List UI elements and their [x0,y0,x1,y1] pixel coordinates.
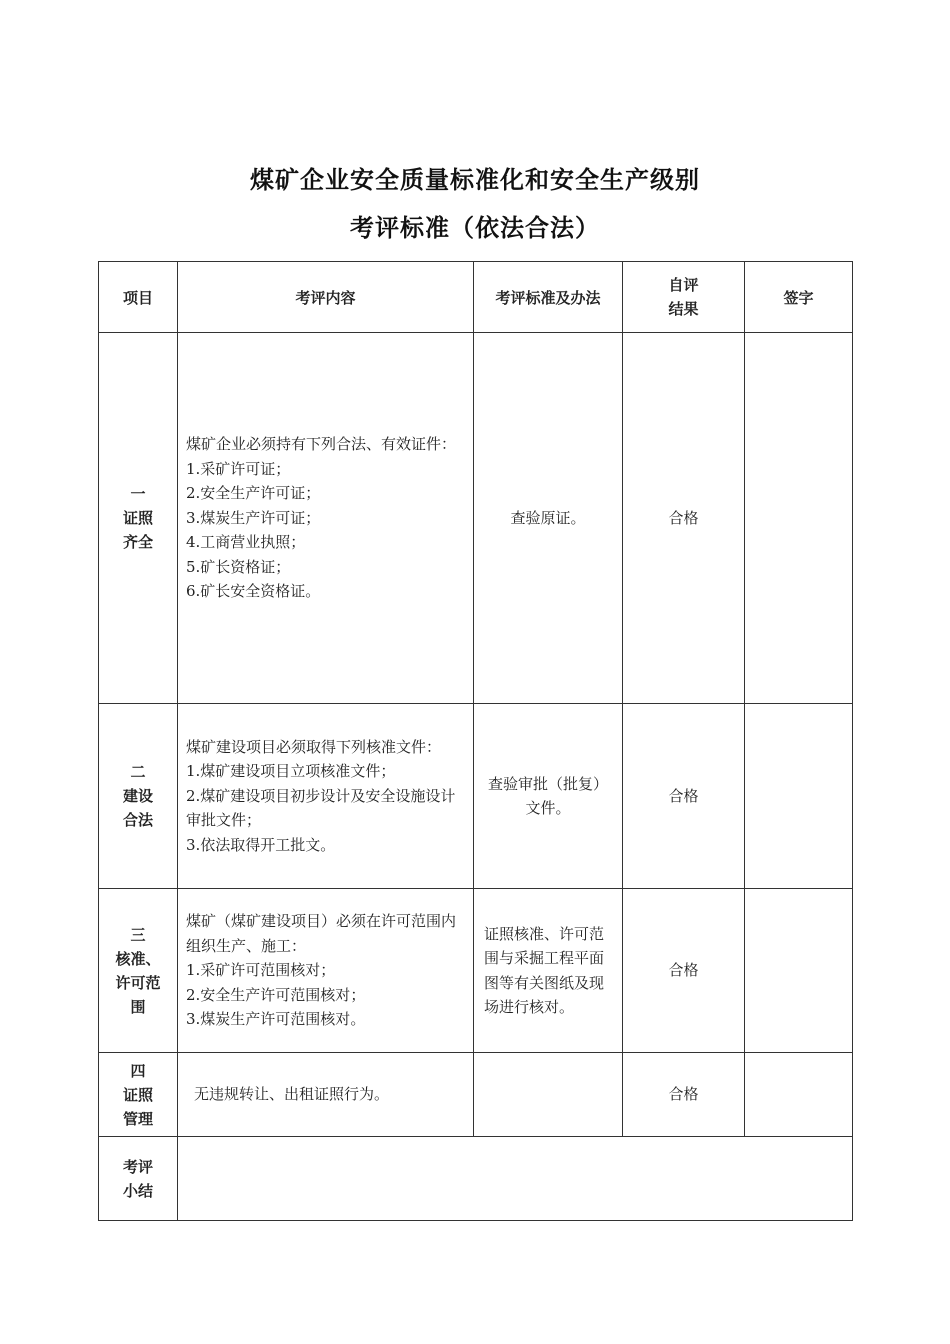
content-line: 2.安全生产许可证； [186,484,321,503]
row-result: 合格 [623,889,745,1053]
summary-label-line: 考评 [122,1157,153,1176]
header-standard: 考评标准及办法 [474,262,623,333]
row-item-line: 三 [130,925,146,944]
row-signature [745,1053,853,1137]
row-item-line: 许可范 [115,973,161,992]
row-signature [745,889,853,1053]
row-item-line: 合法 [122,811,153,829]
summary-row [99,1137,853,1221]
row-item-line: 四 [130,1061,146,1080]
row-content [178,704,474,889]
row-item-line: 建设 [122,787,153,805]
row-standard [474,1053,623,1137]
content-line: 煤矿企业必须持有下列合法、有效证件： [186,435,457,454]
header-self-eval-line2: 结果 [668,300,699,318]
content-line: 1.煤矿建设项目立项核准文件； [186,762,396,781]
row-content [178,1053,474,1137]
table-row [99,704,853,889]
summary-label-line: 小结 [122,1181,153,1200]
header-content: 考评内容 [178,262,474,333]
row-standard: 证照核准、许可范围与采掘工程平面图等有关图纸及现场进行核对。 [474,889,623,1053]
content-line: 煤矿（煤矿建设项目）必须在许可范围内组织生产、施工： [186,912,457,955]
table-header-row [99,262,853,333]
header-self-eval [623,262,745,333]
row-item-line: 一 [130,485,146,503]
row-item-line: 齐全 [122,533,153,551]
row-standard: 查验原证。 [474,333,623,704]
content-line: 4.工商营业执照； [186,533,306,552]
content-line: 3.煤炭生产许可证； [186,508,321,527]
document-subtitle: 考评标准（依法合法） [350,214,600,242]
table-row [99,889,853,1053]
row-result: 合格 [623,333,745,704]
row-content [178,333,474,704]
summary-label [99,1137,178,1221]
row-item [99,704,178,889]
row-item-line: 围 [130,997,146,1016]
content-line: 1.采矿许可范围核对； [186,961,336,980]
row-item-line: 证照 [122,1085,153,1104]
content-line: 3.煤炭生产许可范围核对。 [186,1010,366,1029]
row-result: 合格 [623,1053,745,1137]
row-item [99,333,178,704]
summary-content [178,1137,853,1221]
header-item: 项目 [99,262,178,333]
content-line: 2.煤矿建设项目初步设计及安全设施设计审批文件； [186,786,456,830]
row-item-line: 核准、 [115,949,161,968]
row-item [99,889,178,1053]
row-result: 合格 [623,704,745,889]
row-standard: 查验审批（批复）文件。 [474,704,623,889]
content-line: 1.采矿许可证； [186,459,291,478]
row-signature [745,704,853,889]
content-line: 2.安全生产许可范围核对； [186,985,366,1004]
content-line: 5.矿长资格证； [186,557,291,576]
table-row [99,333,853,704]
content-line: 3.依法取得开工批文。 [186,835,336,854]
table-row [99,1053,853,1137]
document-title: 煤矿企业安全质量标准化和安全生产级别 [250,166,700,194]
row-item-line: 管理 [122,1109,153,1128]
content-line: 无违规转让、出租证照行为。 [194,1085,390,1104]
evaluation-table [98,261,853,1221]
row-content [178,889,474,1053]
row-signature [745,333,853,704]
row-item [99,1053,178,1137]
content-line: 煤矿建设项目必须取得下列核准文件： [186,737,442,756]
header-signature: 签字 [745,262,853,333]
row-item-line: 二 [130,763,146,781]
row-item-line: 证照 [122,509,153,527]
header-self-eval-line1: 自评 [668,276,699,294]
content-line: 6.矿长安全资格证。 [186,582,321,601]
